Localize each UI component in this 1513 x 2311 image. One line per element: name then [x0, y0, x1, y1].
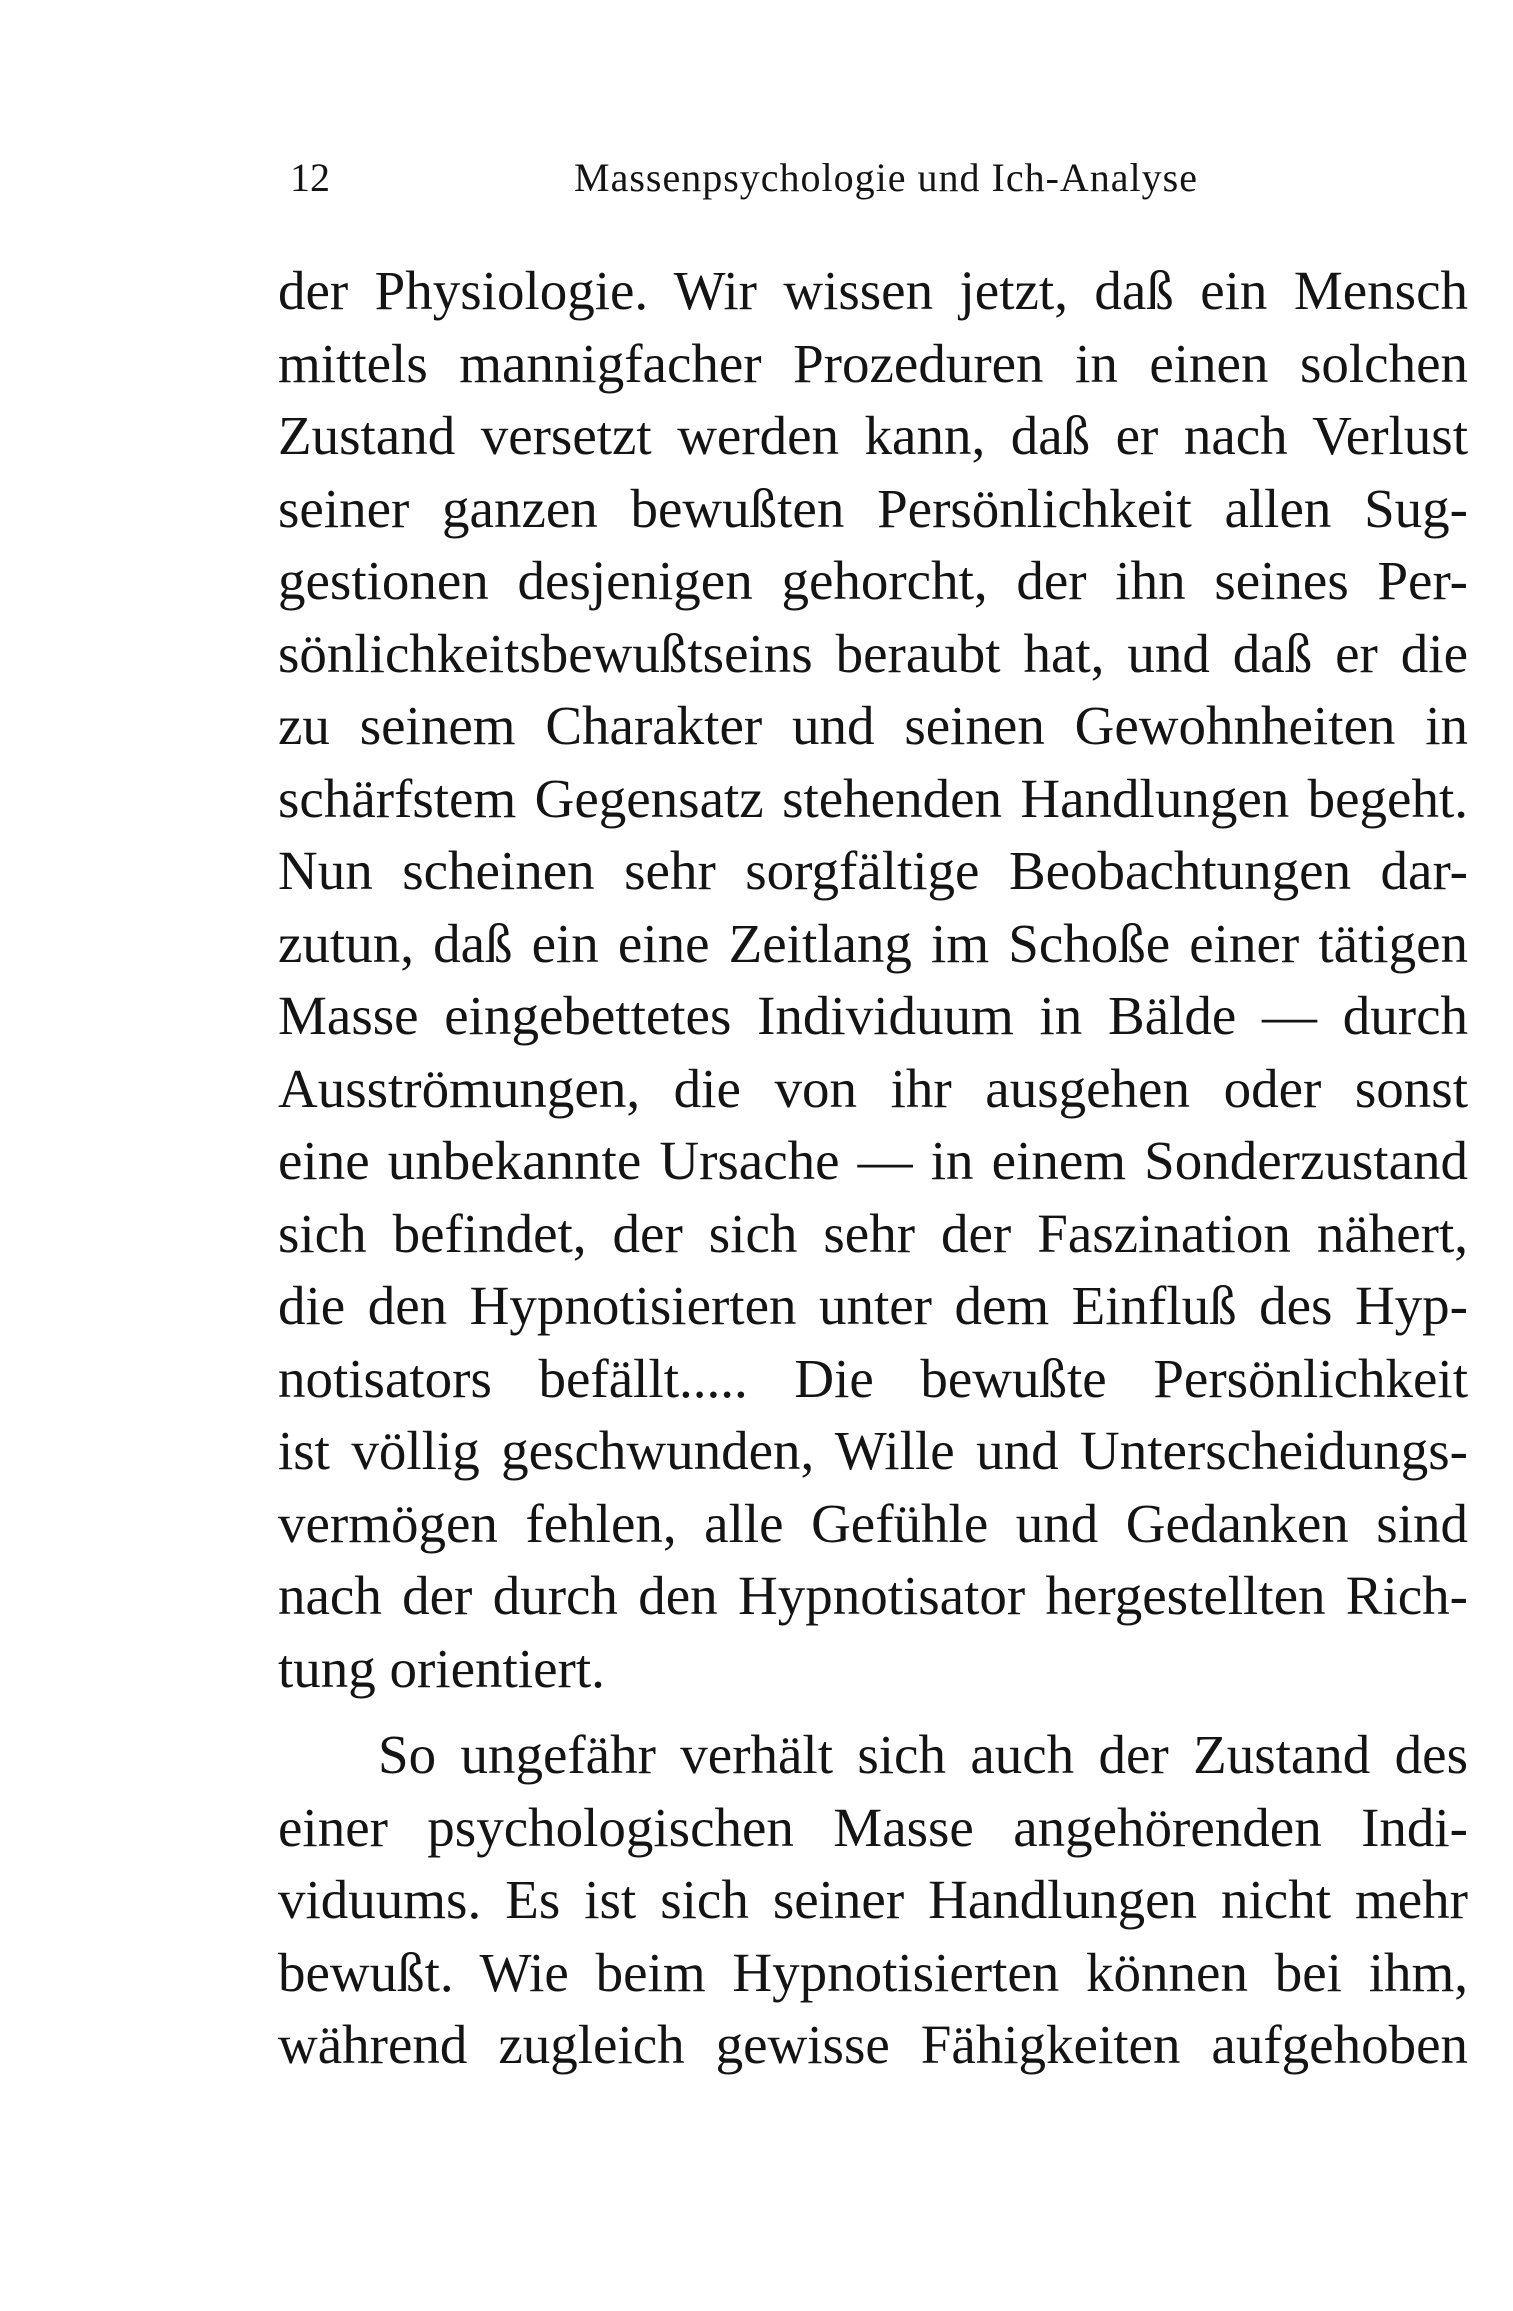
text-line: mittels mannigfacher Prozeduren in einen solchen	[278, 332, 1468, 394]
running-title: Massenpsychologie und Ich-Analyse	[574, 155, 1198, 200]
text-line: notisators befällt..... Die bewußte Persönlichkeit	[278, 1347, 1468, 1409]
text-line: Zustand versetzt werden kann, daß er nach Verlust	[278, 405, 1468, 466]
paragraph-1	[278, 255, 1468, 1705]
text-line: bewußt. Wie beim Hypnotisierten können bei ihm,	[278, 1941, 1468, 2003]
text-line: sich befindet, der sich sehr der Faszination nähert,	[278, 1202, 1468, 1264]
text-line: sönlichkeitsbewußtseins beraubt hat, und daß er die	[278, 622, 1468, 684]
text-line: viduums. Es ist sich seiner Handlungen nicht mehr	[278, 1869, 1468, 1930]
text-line: schärfstem Gegensatz stehenden Handlungen begeht.	[278, 767, 1468, 829]
text-line: die den Hypnotisierten unter dem Einfluß des Hyp-	[278, 1275, 1468, 1336]
paragraph-gap	[278, 1705, 1468, 1719]
text-line: gestionen desjenigen gehorcht, der ihn seines Per-	[278, 550, 1468, 611]
text-line: Nun scheinen sehr sorgfältige Beobachtungen dar-	[278, 840, 1468, 901]
text-line: der Physiologie. Wir wissen jetzt, daß ein Mensch	[278, 260, 1468, 321]
text-line: vermögen fehlen, alle Gefühle und Gedanken sind	[278, 1492, 1468, 1554]
text-line: nach der durch den Hypnotisator hergestellten Rich-	[278, 1565, 1468, 1626]
body-text	[278, 255, 1468, 2082]
running-head	[290, 150, 1232, 206]
text-line: Masse eingebettetes Individuum in Bälde — durch	[278, 985, 1468, 1046]
text-line: zutun, daß ein eine Zeitlang im Schoße einer tätigen	[278, 912, 1468, 974]
text-line: eine unbekannte Ursache — in einem Sonderzustand	[278, 1130, 1468, 1191]
text-line: tung orientiert.	[278, 1637, 605, 1699]
text-line: einer psychologischen Masse angehörenden Indi-	[278, 1796, 1468, 1858]
text-line: zu seinem Charakter und seinen Gewohnheiten in	[278, 695, 1468, 756]
text-line: während zugleich gewisse Fähigkeiten aufgehoben	[278, 2014, 1468, 2075]
text-line: seiner ganzen bewußten Persönlichkeit allen Sug-	[278, 477, 1468, 539]
text-line: ist völlig geschwunden, Wille und Unterscheidungs-	[278, 1420, 1468, 1481]
text-line: So ungefähr verhält sich auch der Zustand des	[378, 1724, 1468, 1785]
page-number: 12	[290, 155, 330, 200]
text-line: Ausströmungen, die von ihr ausgehen oder sonst	[278, 1057, 1468, 1119]
paragraph-2	[278, 1719, 1468, 2082]
